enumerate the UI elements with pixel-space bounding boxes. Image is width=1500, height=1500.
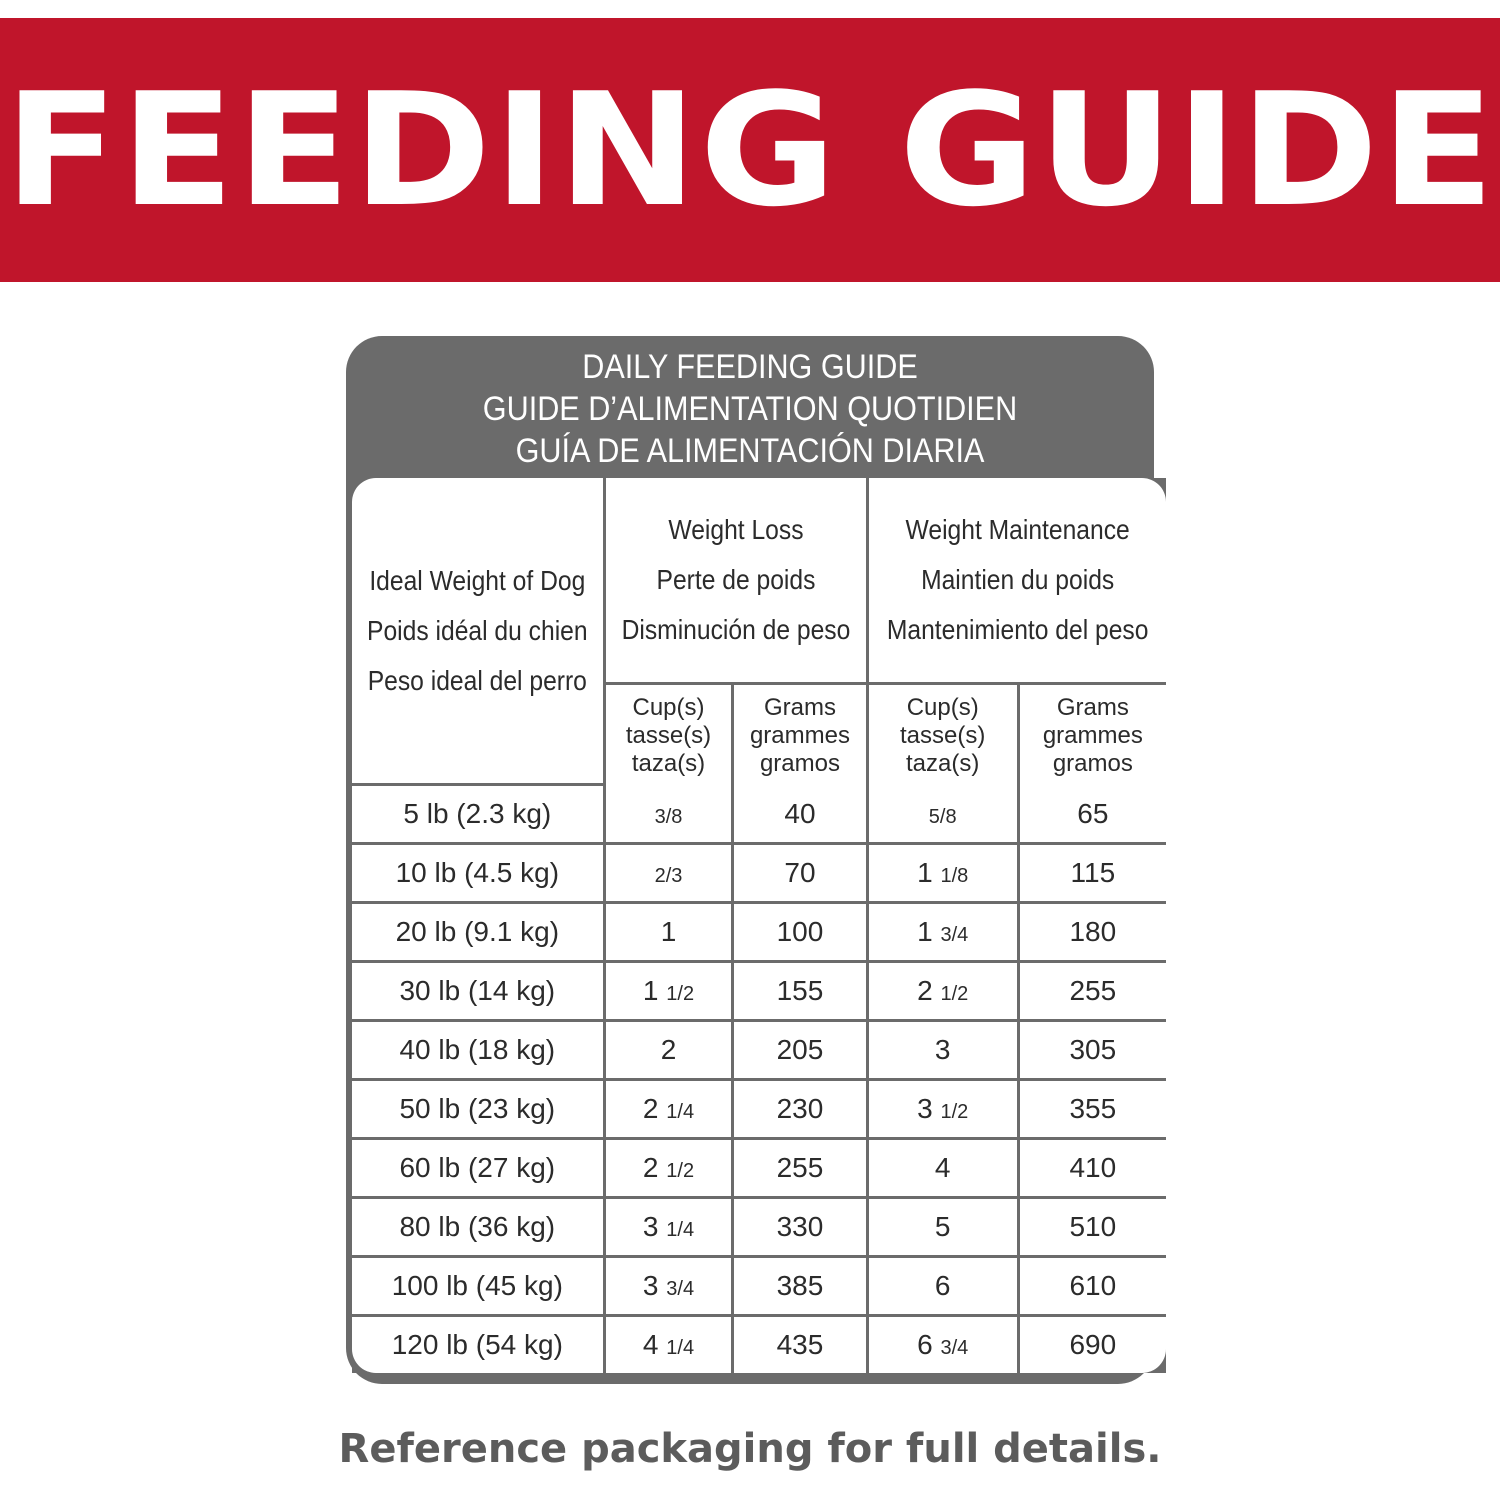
- header-text: Weight Maintenance: [905, 514, 1130, 545]
- table-row: [352, 1022, 1166, 1081]
- loss-grams-cell: 230: [734, 1081, 868, 1140]
- header-text: Mantenimiento del peso: [886, 614, 1149, 645]
- maint-cups-cell: 3: [869, 1022, 1020, 1081]
- header-text: taza(s): [906, 749, 980, 777]
- weight-cell: 120 lb (54 kg): [352, 1317, 606, 1373]
- header-ideal-weight: [352, 478, 606, 786]
- footer-note: Reference packaging for full details.: [338, 1426, 1162, 1472]
- loss-grams-cell: 330: [734, 1199, 868, 1258]
- header-text: Ideal Weight of Dog: [369, 564, 586, 596]
- maint-cups-cell: 5/8: [869, 786, 1020, 845]
- header-text: tasse(s): [625, 721, 712, 749]
- header-text: Perte de poids: [656, 564, 816, 595]
- maint-grams-cell: 65: [1020, 786, 1166, 845]
- header-text: grammes: [749, 721, 850, 749]
- maint-grams-cell: 355: [1020, 1081, 1166, 1140]
- maint-cups-cell: 4: [869, 1140, 1020, 1199]
- maint-grams-cell: 115: [1020, 845, 1166, 904]
- table-row: [352, 1317, 1166, 1373]
- loss-grams-cell: 40: [734, 786, 868, 845]
- maint-grams-cell: 610: [1020, 1258, 1166, 1317]
- loss-grams-cell: 385: [734, 1258, 868, 1317]
- header-text: grammes: [1042, 721, 1143, 749]
- loss-cups-cell: 2 1/4: [606, 1081, 735, 1140]
- weight-cell: 5 lb (2.3 kg): [352, 786, 606, 845]
- weight-cell: 100 lb (45 kg): [352, 1258, 606, 1317]
- weight-cell: 60 lb (27 kg): [352, 1140, 606, 1199]
- header-loss-grams: [734, 685, 868, 786]
- table-row: [352, 1258, 1166, 1317]
- header-weight-loss: [606, 478, 869, 685]
- header-text: Cup(s): [632, 693, 705, 721]
- loss-grams-cell: 205: [734, 1022, 868, 1081]
- maint-grams-cell: 255: [1020, 963, 1166, 1022]
- maint-cups-cell: 5: [869, 1199, 1020, 1258]
- loss-cups-cell: 2/3: [606, 845, 735, 904]
- header-text: Grams: [1056, 693, 1129, 721]
- header-loss-cups: [606, 685, 735, 786]
- table-row: [352, 963, 1166, 1022]
- maint-cups-cell: 2 1/2: [869, 963, 1020, 1022]
- loss-grams-cell: 70: [734, 845, 868, 904]
- table-row: [352, 1140, 1166, 1199]
- header-maint-grams: [1020, 685, 1166, 786]
- loss-cups-cell: 4 1/4: [606, 1317, 735, 1373]
- panel-title-line: GUÍA DE ALIMENTACIÓN DIARIA: [515, 432, 985, 470]
- loss-cups-cell: 1: [606, 904, 735, 963]
- loss-grams-cell: 100: [734, 904, 868, 963]
- feeding-table: [352, 478, 1166, 1373]
- weight-cell: 50 lb (23 kg): [352, 1081, 606, 1140]
- header-text: Poids idéal du chien: [367, 614, 588, 646]
- weight-cell: 40 lb (18 kg): [352, 1022, 606, 1081]
- header-text: Grams: [763, 693, 836, 721]
- title-banner: [0, 18, 1500, 282]
- header-weight-maintenance: [869, 478, 1166, 685]
- table-body: [352, 786, 1166, 1373]
- maint-grams-cell: 305: [1020, 1022, 1166, 1081]
- weight-cell: 80 lb (36 kg): [352, 1199, 606, 1258]
- loss-cups-cell: 1 1/2: [606, 963, 735, 1022]
- table-row: [352, 904, 1166, 963]
- maint-grams-cell: 410: [1020, 1140, 1166, 1199]
- table-row: [352, 786, 1166, 845]
- maint-grams-cell: 690: [1020, 1317, 1166, 1373]
- maint-grams-cell: 510: [1020, 1199, 1166, 1258]
- maint-grams-cell: 180: [1020, 904, 1166, 963]
- weight-cell: 20 lb (9.1 kg): [352, 904, 606, 963]
- panel-title-line: DAILY FEEDING GUIDE: [582, 348, 918, 386]
- maint-cups-cell: 1 1/8: [869, 845, 1020, 904]
- panel-title-line: GUIDE D’ALIMENTATION QUOTIDIEN: [482, 390, 1018, 428]
- loss-cups-cell: 2: [606, 1022, 735, 1081]
- header-text: Peso ideal del perro: [367, 664, 587, 696]
- loss-cups-cell: 2 1/2: [606, 1140, 735, 1199]
- header-text: gramos: [759, 749, 840, 777]
- header-maint-cups: [869, 685, 1020, 786]
- loss-cups-cell: 3 3/4: [606, 1258, 735, 1317]
- panel-title: [386, 346, 1113, 472]
- header-text: Cup(s): [906, 693, 979, 721]
- page-title: FEEDING GUIDE: [3, 59, 1497, 241]
- loss-cups-cell: 3/8: [606, 786, 735, 845]
- maint-cups-cell: 3 1/2: [869, 1081, 1020, 1140]
- loss-grams-cell: 255: [734, 1140, 868, 1199]
- loss-grams-cell: 435: [734, 1317, 868, 1373]
- weight-cell: 30 lb (14 kg): [352, 963, 606, 1022]
- header-text: gramos: [1052, 749, 1133, 777]
- header-text: Weight Loss: [668, 514, 804, 545]
- header-text: Disminución de peso: [621, 614, 850, 645]
- table-row: [352, 845, 1166, 904]
- table-row: [352, 1081, 1166, 1140]
- loss-grams-cell: 155: [734, 963, 868, 1022]
- maint-cups-cell: 1 3/4: [869, 904, 1020, 963]
- weight-cell: 10 lb (4.5 kg): [352, 845, 606, 904]
- table-row: [352, 1199, 1166, 1258]
- header-text: tasse(s): [900, 721, 986, 749]
- loss-cups-cell: 3 1/4: [606, 1199, 735, 1258]
- header-text: taza(s): [631, 749, 706, 777]
- header-text: Maintien du poids: [920, 564, 1114, 595]
- maint-cups-cell: 6 3/4: [869, 1317, 1020, 1373]
- maint-cups-cell: 6: [869, 1258, 1020, 1317]
